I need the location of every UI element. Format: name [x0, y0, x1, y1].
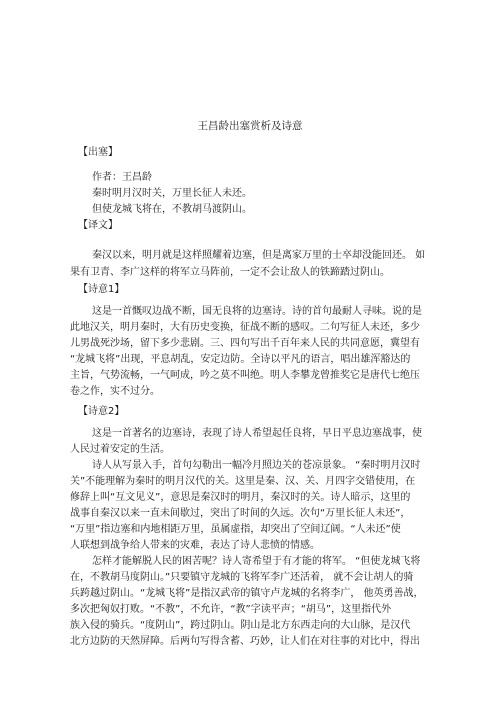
meaning2-line: 怎样才能解脱人民的困苦呢？诗人寄希望于有才能的将军。 “但使龙城飞将 [92, 556, 421, 567]
meaning2-line: 兵跨越过阴山。“龙城飞将”是指汉武帝的镇守卢龙城的名将李广， 他英勇善战， [70, 588, 424, 599]
section-label-yiwen: 【译文】 [78, 220, 118, 231]
meaning2-line: 多次把匈奴打败。“不教”，不允许，“教”字读平声；“胡马”，这里指代外 [70, 604, 392, 615]
section-label-shiyi1: 【诗意1】 [78, 284, 125, 295]
meaning2-line: 战事自秦汉以来一直未间歇过，突出了时间的久远。次句“万里长征人未还”， [70, 508, 411, 519]
meaning2-line: 北方边防的天然屏障。后两句写得含蓄、巧妙，让人们在对往事的对比中，得出 [70, 636, 420, 647]
meaning2-line: 在，不教胡马度阴山。”只要镇守龙城的飞将军李广还活着， 就不会让胡人的骑 [70, 572, 414, 583]
meaning2-line: “万里”指边塞和内地相距万里，虽属虚指，却突出了空间辽阔。“人未还”使 [70, 524, 401, 535]
meaning1-line: 卷之作，实不过分。 [70, 386, 160, 397]
section-label-shiyi2: 【诗意2】 [78, 406, 125, 417]
meaning2-line: 人联想到战争给人带来的灾难，表达了诗人悲愤的情感。 [70, 540, 320, 551]
meaning2-line: 修辞上叫“互文见义”，意思是秦汉时的明月，秦汉时的关。诗人暗示，这里的 [70, 492, 411, 503]
meaning1-line: 主旨，气势流畅，一气呵成，吟之莫不叫绝。明人李攀龙曾推奖它是唐代七绝压 [70, 370, 420, 381]
meaning2-line: 族入侵的骑兵。“度阴山”，跨过阴山。阴山是北方东西走向的大山脉，是汉代 [70, 620, 411, 631]
poem-line-2: 但使龙城飞将在，不教胡马渡阴山。 [92, 204, 252, 215]
meaning2-line: 关”不能理解为秦时的明月汉代的关。这里是秦、汉、关、月四字交错使用，在 [70, 476, 416, 487]
meaning1-line: 此地汉关，明月秦时，大有历史变换，征战不断的感叹。二句写征人未还，多少 [70, 322, 420, 333]
meaning2-line: 诗人从写景入手，首句勾勒出一幅冷月照边关的苍凉景象。 “秦时明月汉时 [92, 460, 421, 471]
meaning2-line: 人民过着安定的生活。 [70, 444, 170, 455]
meaning1-line: “龙城飞将”出现，平息胡乱，安定边防。全诗以平凡的语言，唱出雄浑豁达的 [70, 354, 411, 365]
document-title: 王昌龄出塞赏析及诗意 [197, 120, 303, 132]
poem-author: 作者：王昌龄 [92, 172, 152, 183]
poem-line-1: 秦时明月汉时关，万里长征人未还。 [92, 188, 252, 199]
meaning2-line: 这是一首著名的边塞诗，表现了诗人希望起任良将，早日平息边塞战事，使 [92, 428, 422, 439]
meaning1-line: 这是一首慨叹边战不断，国无良将的边塞诗。诗的首句最耐人寻味。说的是 [92, 306, 422, 317]
translation-line: 果有卫青、李广这样的将军立马阵前，一定不会让敌人的铁蹄踏过阴山。 [70, 267, 390, 278]
section-label-chusai: 【出塞】 [78, 147, 118, 158]
translation-line: 秦汉以来，明月就是这样照耀着边塞，但是离家万里的士卒却没能回还。 如 [92, 250, 426, 261]
meaning1-line: 儿男战死沙场，留下多少悲剧。三、四句写出千百年来人民的共同意愿，冀望有 [70, 338, 420, 349]
